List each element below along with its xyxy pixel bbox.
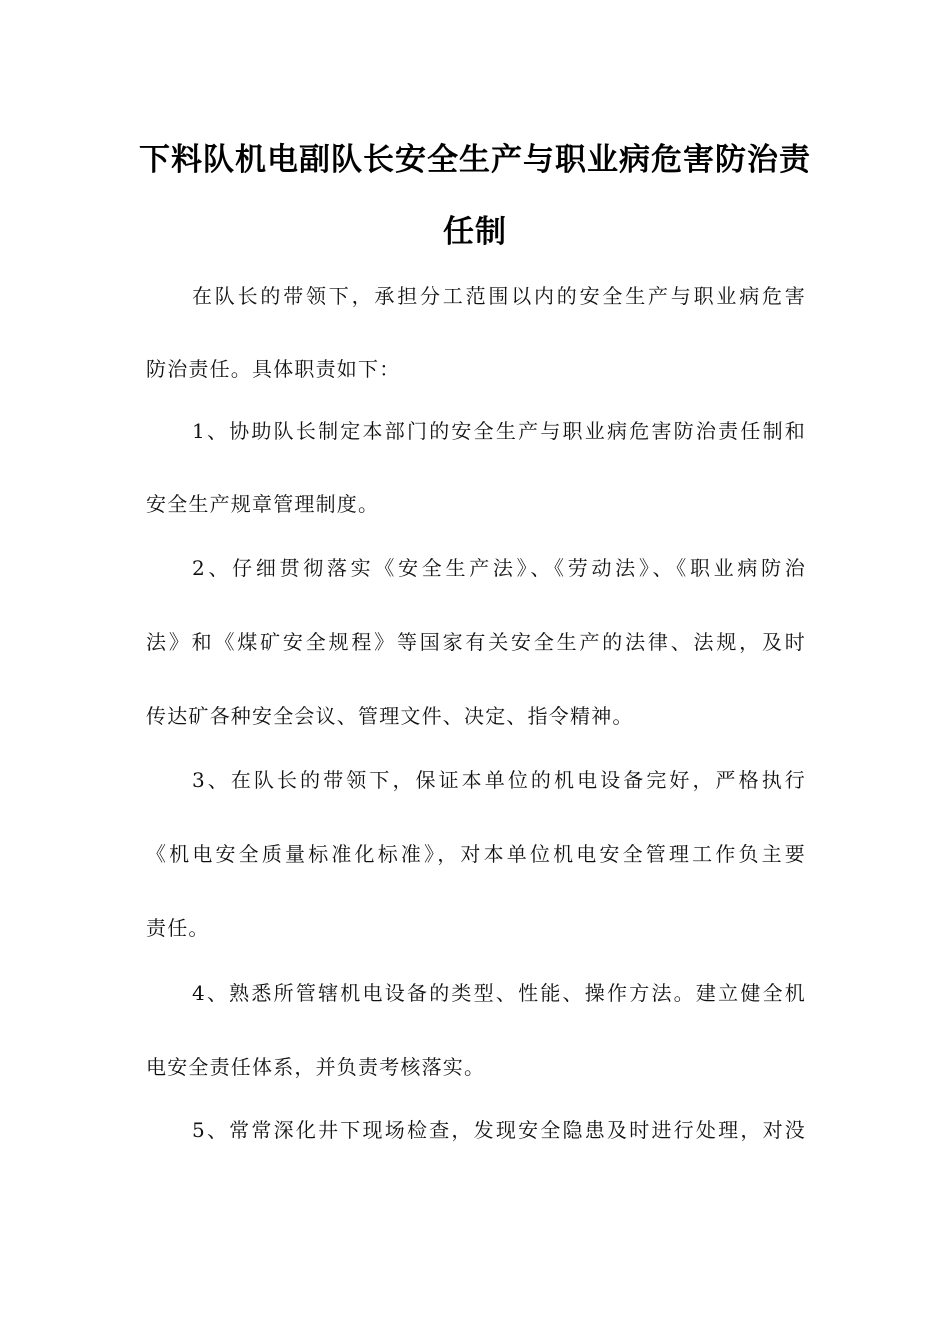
item-3-line-1: 3、在队长的带领下，保证本单位的机电设备完好，严格执行 <box>192 768 806 792</box>
item-4-line-2: 电安全责任体系，并负责考核落实。 <box>146 1055 486 1079</box>
item-3-line-3: 责任。 <box>146 916 210 940</box>
item-2-line-2: 法》和《煤矿安全规程》等国家有关安全生产的法律、法规，及时 <box>146 630 806 654</box>
document-title-line-1: 下料队机电副队长安全生产与职业病危害防治责 <box>139 142 811 178</box>
item-1-line-2: 安全生产规章管理制度。 <box>146 492 380 516</box>
paragraph-intro-line-2: 防治责任。具体职责如下： <box>146 357 401 381</box>
document-title-line-2: 任制 <box>443 214 507 250</box>
item-2-line-3: 传达矿各种安全会议、管理文件、决定、指令精神。 <box>146 704 634 728</box>
item-3-line-2: 《机电安全质量标准化标准》，对本单位机电安全管理工作负主要 <box>146 842 806 866</box>
item-4-line-1: 4、熟悉所管辖机电设备的类型、性能、操作方法。建立健全机 <box>192 981 806 1005</box>
item-2-line-1: 2、仔细贯彻落实《安全生产法》、《劳动法》、《职业病防治 <box>192 556 806 580</box>
paragraph-intro-line-1: 在队长的带领下，承担分工范围以内的安全生产与职业病危害 <box>192 284 806 308</box>
item-5-line-1: 5、常常深化井下现场检查，发现安全隐患及时进行处理，对没 <box>192 1118 806 1142</box>
item-1-line-1: 1、协助队长制定本部门的安全生产与职业病危害防治责任制和 <box>192 419 806 443</box>
